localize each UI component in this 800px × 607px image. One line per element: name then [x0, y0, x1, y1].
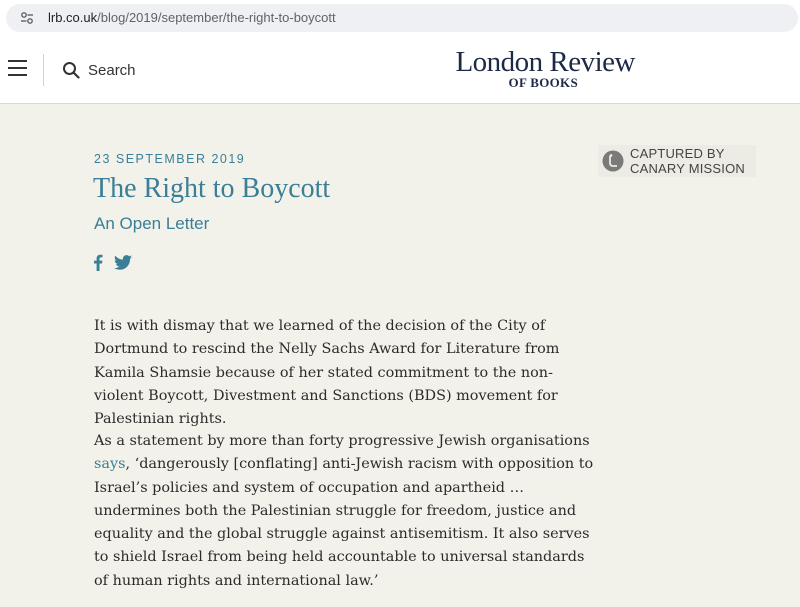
stamp-text [630, 146, 745, 176]
address-field[interactable] [6, 4, 798, 32]
header-divider [43, 54, 44, 86]
url-domain: lrb.co.uk [48, 10, 98, 25]
para2-text-after: , ‘dangerously [conflating] anti-Jewish racism with opposition to Israel’s policies and system of occupation and apartheid … undermines both the Palestinian struggle for freedom, justice and equality and the global struggle against antisemitism. It also serves to shield Israel from being held accountable to universal standards of human rights and international law.’ [94, 456, 594, 589]
search-button[interactable] [62, 58, 136, 82]
search-icon [62, 61, 80, 79]
article-paragraph-2 [94, 430, 594, 593]
stamp-line2: CANARY MISSION [630, 161, 746, 176]
browser-url-bar [0, 0, 800, 36]
canary-mission-stamp [598, 145, 756, 177]
canary-mission-logo-icon [602, 150, 624, 172]
article-title: The Right to Boycott [93, 173, 331, 204]
article-paragraph-1: It is with dismay that we learned of the decision of the City of Dortmund to rescind the Nelly Sachs Award for Literature from Kamila Shamsie because of her stated commitment to the non-violent Boycott, Divestment and Sanctions (BDS) movement for Palestinian rights. [94, 318, 560, 428]
logo-line2: OF BOOKS [508, 75, 578, 90]
url-text[interactable] [48, 10, 336, 25]
site-header [0, 36, 800, 104]
article-date: 23 SEPTEMBER 2019 [94, 152, 246, 166]
facebook-icon[interactable] [93, 254, 103, 271]
para2-text-before: As a statement by more than forty progressive Jewish organisations [94, 433, 590, 449]
twitter-icon[interactable] [114, 255, 132, 270]
stamp-line1: CAPTURED BY [630, 146, 725, 161]
url-path: /blog/2019/september/the-right-to-boycott [97, 10, 336, 25]
says-link[interactable]: says [94, 456, 126, 473]
hamburger-menu-icon[interactable] [8, 60, 28, 78]
lrb-logo[interactable] [433, 48, 635, 89]
share-buttons [93, 254, 132, 271]
article-subtitle: An Open Letter [94, 214, 210, 233]
tune-icon[interactable] [20, 11, 34, 25]
search-label: Search [88, 61, 136, 79]
logo-line1: London Review [455, 46, 635, 78]
